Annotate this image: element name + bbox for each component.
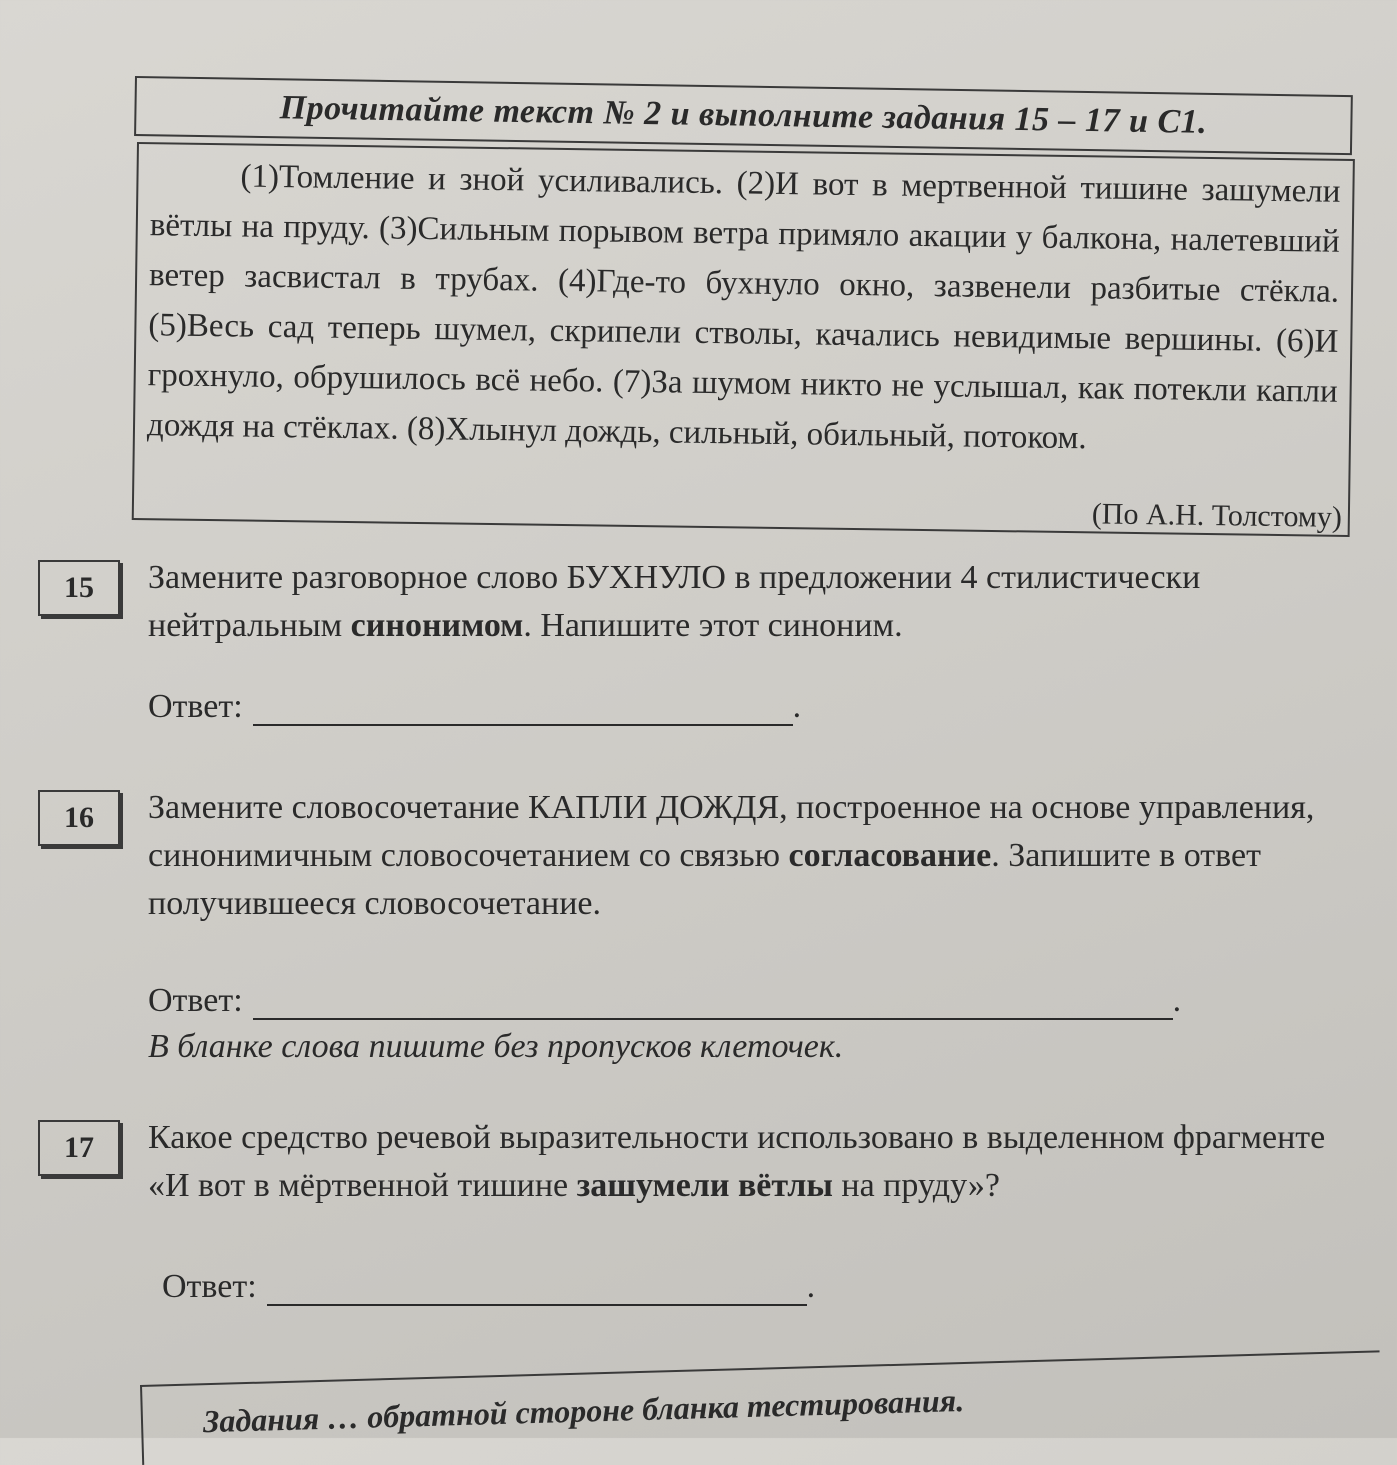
- answer-row: [148, 688, 801, 726]
- answer-end: .: [1172, 982, 1182, 1019]
- footer-box: [140, 1350, 1382, 1465]
- task-text-bold: синонимом: [350, 607, 524, 644]
- answer-field[interactable]: [253, 988, 1173, 1020]
- passage-source: (По А.Н. Толстому): [1091, 497, 1343, 534]
- passage-text: (1)Томление и зной усиливались. (2)И вот в мертвенной тишине зашумели вётлы на пруду. (3)Сильным порывом ветра примяло акации у балкона, налетевший ветер засвистал в трубах. (4)Где-то бухнуло окно, зазвенели разбитые стёкла. (5)Весь сад теперь шумел, скрипели стволы, качались невидимые вершины. (6)И грохнуло, обрушилось всё небо. (7)За шумом никто не услышал, как потекли капли дождя на стёклах. (8)Хлынул дождь, сильный, обильный, потоком.: [146, 158, 1341, 457]
- footer-text: Задания … обратной стороне бланка тестирования.: [202, 1382, 965, 1440]
- task-text-part: Замените разговорное слово БУХНУЛО в предложении 4 стилистически нейтральным: [148, 559, 1201, 644]
- answer-label: Ответ:: [148, 982, 243, 1019]
- answer-end: .: [806, 1268, 816, 1305]
- task-text: [148, 784, 1373, 928]
- instruction-title: Прочитайте текст № 2 и выполните задания 15 – 17 и С1.: [279, 89, 1208, 141]
- task-text-part: . Напишите этот синоним.: [523, 607, 903, 644]
- task-number-box: 15: [38, 560, 120, 616]
- answer-note: В бланке слова пишите без пропусков клеточек.: [148, 1028, 844, 1065]
- task-text-part: Какое средство речевой выразительности использовано в выделенном фрагменте «И вот в мёртвенной тишине: [148, 1119, 1326, 1204]
- task-text-part: . Запишите в ответ получившееся словосочетание.: [148, 837, 1261, 922]
- answer-row: [162, 1268, 815, 1306]
- task-number-box: 17: [38, 1120, 120, 1176]
- task-text: [148, 1114, 1373, 1210]
- task-text-bold: зашумели вётлы: [576, 1167, 833, 1204]
- answer-label: Ответ:: [162, 1268, 257, 1305]
- instruction-header: [134, 76, 1353, 155]
- answer-field[interactable]: [267, 1274, 807, 1306]
- answer-end: .: [792, 688, 802, 725]
- answer-field[interactable]: [253, 694, 793, 726]
- task-text: [148, 554, 1373, 650]
- passage-box: [132, 142, 1355, 537]
- task-text-part: Замените словосочетание КАПЛИ ДОЖДЯ, построенное на основе управления, синонимичным словосочетанием со связью: [148, 789, 1315, 874]
- task-text-bold: согласование: [788, 837, 992, 874]
- answer-row: [148, 982, 1181, 1020]
- task-number-box: 16: [38, 790, 120, 846]
- answer-label: Ответ:: [148, 688, 243, 725]
- task-text-part: на пруду»?: [832, 1167, 1001, 1204]
